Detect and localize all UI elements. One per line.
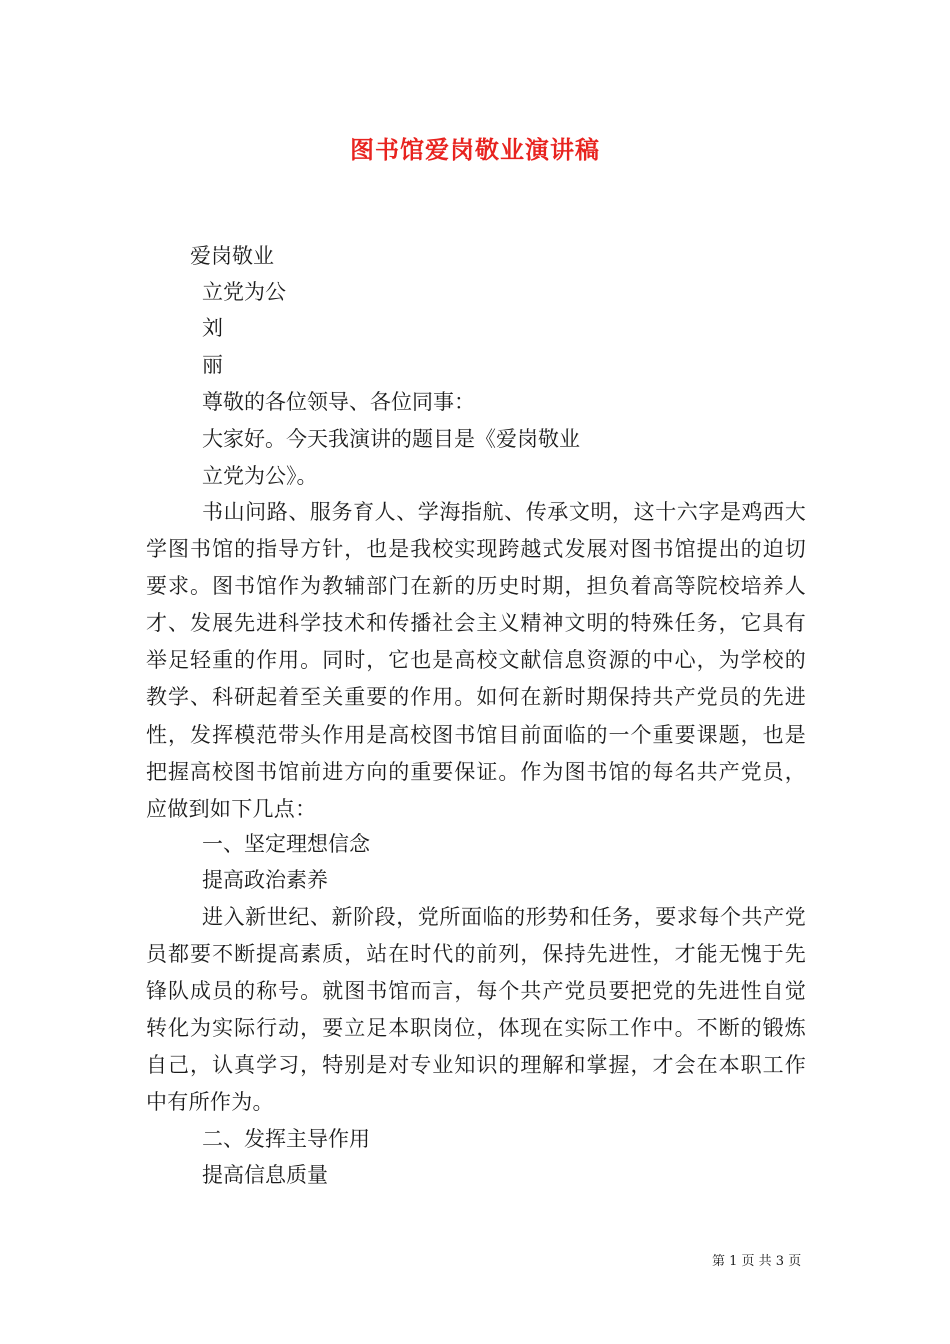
greeting-line-cont: 立党为公》。 (202, 464, 318, 488)
greeting-line: 大家好。今天我演讲的题目是《爱岗敬业 (202, 427, 580, 451)
subtitle-line-2: 立党为公 (202, 280, 286, 304)
subtitle-line-1: 爱岗敬业 (190, 244, 274, 268)
section-heading-2: 二、发挥主导作用 (202, 1127, 370, 1151)
paragraph-intro: 书山问路、服务育人、学海指航、传承文明，这十六字是鸡西大学图书馆的指导方针，也是我校实现跨越式发展对图书馆提出的迫切要求。图书馆作为教辅部门在新的历史时期，担负着高等院校培养人才、发展先进科学技术和传播社会主义精神文明的特殊任务，它具有举足轻重的作用。同时，它也是高校文献信息资源的中心，为学校的教学、科研起着至关重要的作用。如何在新时期保持共产党员的先进性，发挥模范带头作用是高校图书馆目前面临的一个重要课题，也是把握高校图书馆前进方向的重要保证。作为图书馆的每名共产党员，应做到如下几点： (146, 500, 806, 821)
document-title: 图书馆爱岗敬业演讲稿 (350, 136, 600, 164)
author-surname: 刘 (202, 316, 223, 340)
section-heading-1b: 提高政治素养 (202, 868, 328, 892)
salutation: 尊敬的各位领导、各位同事： (202, 390, 475, 414)
paragraph-section-1: 进入新世纪、新阶段，党所面临的形势和任务，要求每个共产党员都要不断提高素质，站在时代的前列，保持先进性，才能无愧于先锋队成员的称号。就图书馆而言，每个共产党员要把党的先进性自觉转化为实际行动，要立足本职岗位，体现在实际工作中。不断的锻炼自己，认真学习，特别是对专业知识的理解和掌握，才会在本职工作中有所作为。 (146, 905, 806, 1115)
page-number-footer: 第 1 页 共 3 页 (712, 1254, 802, 1269)
author-given-name: 丽 (202, 353, 223, 377)
section-heading-1: 一、坚定理想信念 (202, 832, 370, 856)
section-heading-2b: 提高信息质量 (202, 1163, 328, 1187)
